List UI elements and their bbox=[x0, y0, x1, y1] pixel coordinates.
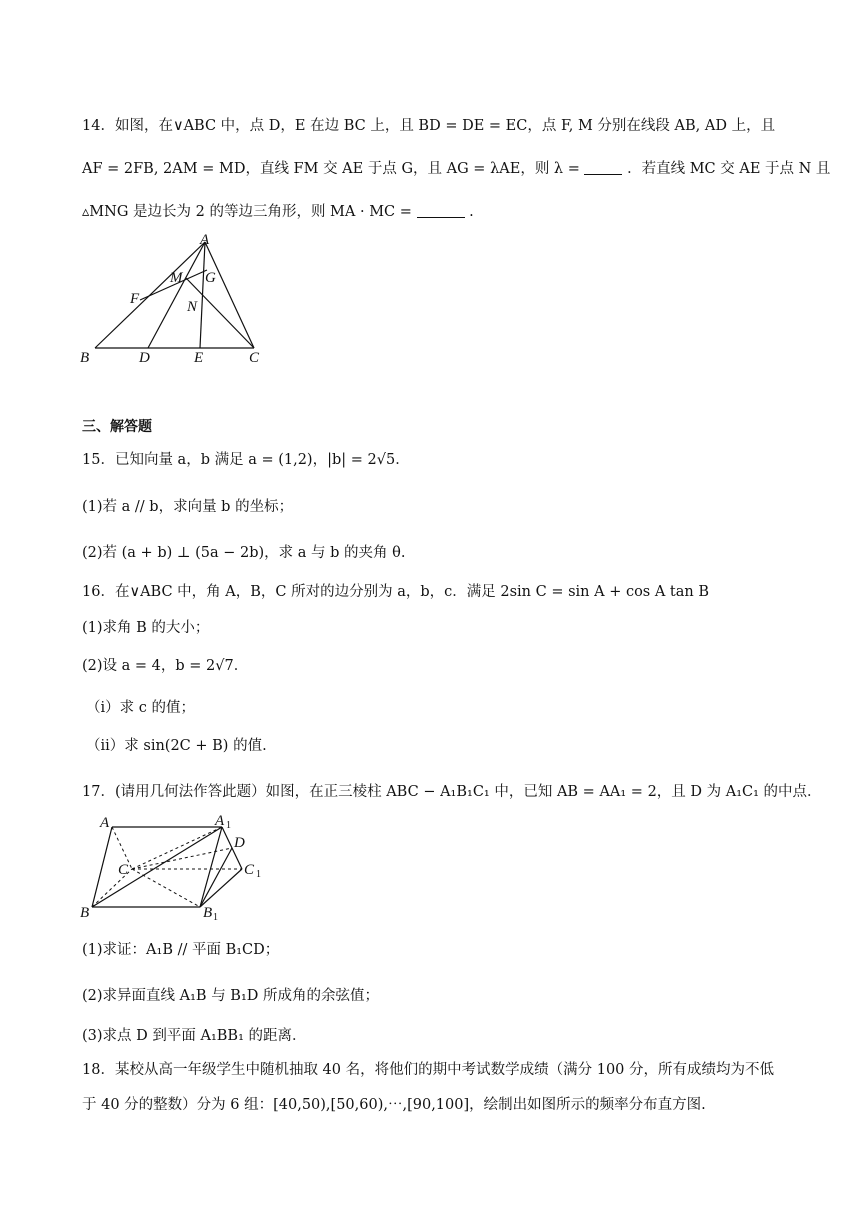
q14-line3-end: . bbox=[469, 204, 474, 220]
q14-line3-text: ▵MNG 是边长为 2 的等边三角形，则 MA · MC = bbox=[82, 204, 412, 220]
label-c: C bbox=[118, 862, 129, 878]
label-g: G bbox=[205, 270, 216, 286]
label-d: D bbox=[139, 350, 150, 366]
q15-part1: (1)若 a // b，求向量 b 的坐标； bbox=[82, 499, 294, 515]
q18-line1: 18．某校从高一年级学生中随机抽取 40 名，将他们的期中考试数学成绩（满分 100 分，所有成绩均为不低 bbox=[82, 1062, 775, 1078]
label-a1: A bbox=[215, 813, 225, 829]
label-a: A bbox=[200, 232, 210, 248]
label-b: B bbox=[80, 350, 90, 366]
segment-c-b1 bbox=[132, 869, 200, 907]
q14-line2-text: AF = 2FB, 2AM = MD，直线 FM 交 AE 于点 G，且 AG = λAE，则 λ = bbox=[82, 161, 580, 177]
label-b1-sub: 1 bbox=[213, 912, 218, 923]
q17-stem: 17．(请用几何法作答此题）如图，在正三棱柱 ABC − A₁B₁C₁ 中，已知 AB = AA₁ = 2，且 D 为 A₁C₁ 的中点． bbox=[82, 784, 822, 800]
segment-b1-d bbox=[200, 848, 232, 907]
segment-c-a1 bbox=[132, 827, 222, 869]
q14-line1: 14．如图，在∨ABC 中，点 D，E 在边 BC 上，且 BD = DE = EC，点 F, M 分别在线段 AB, AD 上，且 bbox=[82, 118, 776, 134]
q16-part1: (1)求角 B 的大小； bbox=[82, 620, 210, 636]
q17-part1: (1)求证：A₁B // 平面 B₁CD； bbox=[82, 942, 280, 958]
q17-part2: (2)求异面直线 A₁B 与 B₁D 所成角的余弦值； bbox=[82, 988, 380, 1004]
section-title: 三、解答题 bbox=[82, 419, 152, 435]
q16-stem: 16．在∨ABC 中，角 A，B，C 所对的边分别为 a，b，c．满足 2sin C = sin A + cos A tan B bbox=[82, 584, 710, 600]
q16-part2-ii: （ii）求 sin(2C + B) 的值. bbox=[86, 738, 267, 754]
label-c: C bbox=[249, 350, 260, 366]
q16-part2-i: （i）求 c 的值； bbox=[86, 700, 195, 716]
q18-line2: 于 40 分的整数）分为 6 组：[40,50),[50,60),⋯,[90,100]，绘制出如图所示的频率分布直方图. bbox=[82, 1097, 706, 1113]
q15-stem: 15．已知向量 a，b 满足 a = (1,2)，|b| = 2√5． bbox=[82, 452, 410, 468]
label-n: N bbox=[187, 299, 198, 315]
q16-part2: (2)设 a = 4，b = 2√7． bbox=[82, 658, 249, 674]
label-d: D bbox=[234, 835, 245, 851]
label-m: M bbox=[170, 270, 183, 286]
q15-part2: (2)若 (a + b) ⊥ (5a − 2b)，求 a 与 b 的夹角 θ. bbox=[82, 545, 406, 561]
label-f: F bbox=[130, 291, 140, 307]
label-c1: C bbox=[244, 862, 255, 878]
label-a: A bbox=[100, 815, 110, 831]
label-e: E bbox=[194, 350, 204, 366]
edge-b1-c1 bbox=[200, 869, 242, 907]
q14-line2-rest: ．若直线 MC 交 AE 于点 N 且 bbox=[627, 161, 831, 177]
label-b1: B bbox=[203, 905, 213, 921]
edge-a-b bbox=[92, 827, 112, 907]
label-b: B bbox=[80, 905, 90, 921]
q17-part3: (3)求点 D 到平面 A₁BB₁ 的距离． bbox=[82, 1028, 307, 1044]
segment-a1-b bbox=[92, 827, 222, 907]
label-a1-sub: 1 bbox=[226, 820, 231, 831]
label-c1-sub: 1 bbox=[256, 869, 261, 880]
